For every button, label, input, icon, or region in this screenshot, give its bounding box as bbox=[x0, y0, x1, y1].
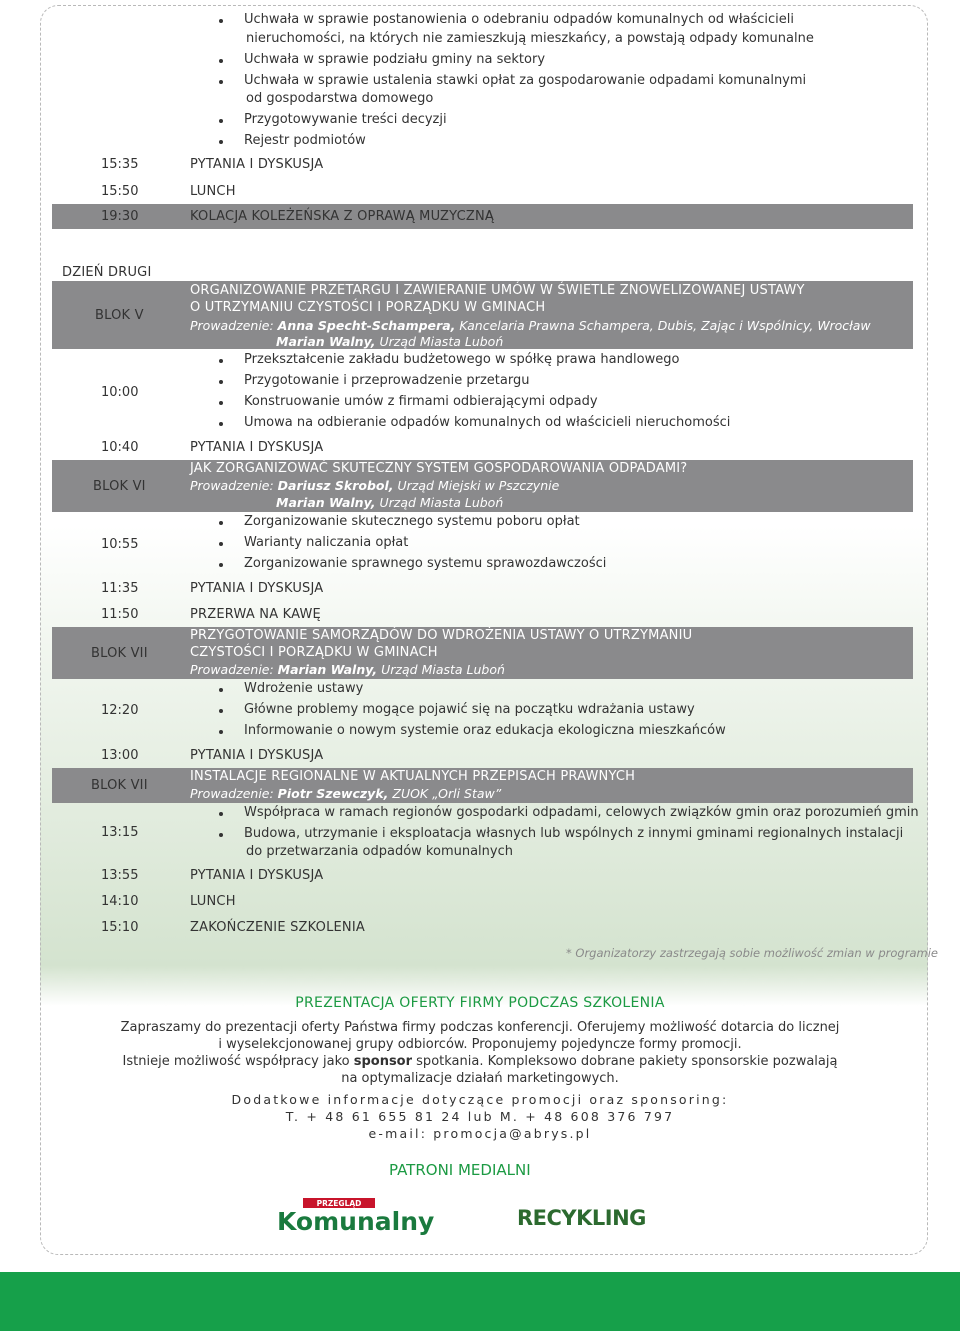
block-header-bar bbox=[52, 768, 913, 803]
patrons-title: PATRONI MEDIALNI bbox=[389, 1161, 531, 1179]
session-title: PYTANIA I DYSKUSJA bbox=[190, 868, 324, 883]
block-title: ORGANIZOWANIE PRZETARGU I ZAWIERANIE UMÓW W ŚWIETLE ZNOWELIZOWANEJ USTAWY bbox=[190, 283, 805, 298]
bullet-dot bbox=[219, 521, 223, 525]
block-label: BLOK VI bbox=[93, 479, 146, 494]
offer-text-bold: sponsor bbox=[353, 1054, 413, 1069]
time-label: 19:30 bbox=[101, 209, 139, 224]
time-label: 15:50 bbox=[101, 184, 139, 199]
program-note: * Organizatorzy zastrzegają sobie możliwość zmian w programie bbox=[566, 946, 938, 960]
block-title: CZYSTOŚCI I PORZĄDKU W GMINACH bbox=[190, 645, 438, 660]
time-label: 11:35 bbox=[101, 581, 139, 596]
komunalny-logo bbox=[275, 1197, 435, 1239]
block-lead bbox=[190, 662, 505, 677]
time-label: 14:10 bbox=[101, 894, 139, 909]
block-bullet: Zorganizowanie sprawnego systemu sprawozdawczości bbox=[244, 556, 607, 571]
block-label: BLOK VII bbox=[91, 646, 148, 661]
contact-info: Dodatkowe informacje dotyczące promocji oraz sponsoring: bbox=[231, 1092, 729, 1107]
top-bullet-4: Przygotowywanie treści decyzji bbox=[244, 112, 447, 127]
block-bullet: Zorganizowanie skutecznego systemu poboru opłat bbox=[244, 514, 580, 529]
contact-email[interactable]: e-mail: promocja@abrys.pl bbox=[368, 1126, 592, 1141]
offer-text bbox=[0, 1053, 960, 1071]
offer-title: PREZENTACJA OFERTY FIRMY PODCZAS SZKOLENIA bbox=[295, 995, 665, 1011]
block-bullet-cont: do przetwarzania odpadów komunalnych bbox=[246, 844, 513, 859]
bullet-dot bbox=[219, 380, 223, 384]
bullet-dot bbox=[219, 59, 223, 63]
top-bullet-2: Uchwała w sprawie podziału gminy na sektory bbox=[244, 52, 546, 67]
block-bullet: Umowa na odbieranie odpadów komunalnych od właścicieli nieruchomości bbox=[244, 415, 731, 430]
session-title: PRZERWA NA KAWĘ bbox=[190, 607, 321, 622]
lead-prefix: Prowadzenie: bbox=[190, 318, 278, 333]
block-title: INSTALACJE REGIONALNE W AKTUALNYCH PRZEPISACH PRAWNYCH bbox=[190, 769, 636, 784]
block-lead bbox=[190, 786, 501, 801]
bullet-dot bbox=[219, 833, 223, 837]
lead-prefix: Prowadzenie: bbox=[190, 786, 278, 801]
lead-prefix: Prowadzenie: bbox=[190, 478, 278, 493]
session-title: LUNCH bbox=[190, 184, 236, 199]
bullet-dot bbox=[219, 359, 223, 363]
offer-text: na optymalizacje działań marketingowych. bbox=[341, 1071, 619, 1086]
logo-text: RECYKLING bbox=[517, 1206, 646, 1230]
bullet-dot bbox=[219, 19, 223, 23]
block-lead bbox=[276, 334, 503, 349]
block-bullet: Budowa, utrzymanie i eksploatacja własnych lub wspólnych z innymi gminami regionalnych instalacji bbox=[244, 826, 904, 841]
session-title: ZAKOŃCZENIE SZKOLENIA bbox=[190, 920, 365, 935]
time-label: 15:35 bbox=[101, 157, 139, 172]
block-header-bar bbox=[52, 281, 913, 349]
bullet-dot bbox=[219, 80, 223, 84]
block-bullet: Informowanie o nowym systemie oraz edukacja ekologiczna mieszkańców bbox=[244, 723, 726, 738]
bullet-dot bbox=[219, 542, 223, 546]
block-lead bbox=[276, 495, 503, 510]
block-header-bar bbox=[52, 627, 913, 679]
top-bullet-1b: nieruchomości, na których nie zamieszkują mieszkańcy, a powstają odpady komunalne bbox=[246, 31, 814, 46]
logo-small-text: PRZEGLĄD bbox=[316, 1199, 362, 1208]
bullet-dot bbox=[219, 140, 223, 144]
time-label: 10:40 bbox=[101, 440, 139, 455]
block-lead bbox=[190, 318, 871, 333]
lead-prefix: Prowadzenie: bbox=[190, 662, 278, 677]
bullet-dot bbox=[219, 119, 223, 123]
offer-text: i wyselekcjonowanej grupy odbiorców. Proponujemy pojedyncze formy promocji. bbox=[218, 1037, 742, 1052]
block-bullet: Konstruowanie umów z firmami odbierającymi odpady bbox=[244, 394, 598, 409]
lead-name: Piotr Szewczyk, bbox=[277, 786, 389, 801]
lead-name: Dariusz Skrobol, bbox=[277, 478, 394, 493]
time-label: 15:10 bbox=[101, 920, 139, 935]
block-bullet: Przygotowanie i przeprowadzenie przetargu bbox=[244, 373, 530, 388]
lead-affiliation: ZUOK „Orli Staw” bbox=[388, 786, 502, 801]
bullet-dot bbox=[219, 812, 223, 816]
lead-affiliation: Urząd Miasta Luboń bbox=[375, 495, 504, 510]
session-title: KOLACJA KOLEŻEŃSKA Z OPRAWĄ MUZYCZNĄ bbox=[190, 209, 494, 224]
block-title: O UTRZYMANIU CZYSTOŚCI I PORZĄDKU W GMINACH bbox=[190, 300, 546, 315]
time-label: 13:00 bbox=[101, 748, 139, 763]
top-bullet-5: Rejestr podmiotów bbox=[244, 133, 366, 148]
session-title: LUNCH bbox=[190, 894, 236, 909]
bullet-dot bbox=[219, 730, 223, 734]
session-title: PYTANIA I DYSKUSJA bbox=[190, 440, 324, 455]
lead-name: Marian Walny, bbox=[276, 334, 376, 349]
lead-name: Marian Walny, bbox=[277, 662, 378, 677]
top-bullet-1a: Uchwała w sprawie postanowienia o odebraniu odpadów komunalnych od właścicieli bbox=[244, 12, 794, 27]
bullet-dot bbox=[219, 688, 223, 692]
recykling-logo bbox=[515, 1197, 645, 1237]
lead-name: Anna Specht-Schampera, bbox=[277, 318, 456, 333]
block-title: JAK ZORGANIZOWAĆ SKUTECZNY SYSTEM GOSPODAROWANIA ODPADAMI? bbox=[190, 461, 688, 476]
bullet-dot bbox=[219, 422, 223, 426]
time-label: 12:20 bbox=[101, 703, 139, 718]
top-bullet-3b: od gospodarstwa domowego bbox=[246, 91, 434, 106]
block-header-bar bbox=[52, 460, 913, 512]
block-lead bbox=[190, 478, 559, 493]
block-bullet: Główne problemy mogące pojawić się na początku wdrażania ustawy bbox=[244, 702, 695, 717]
time-label: 11:50 bbox=[101, 607, 139, 622]
lead-name: Marian Walny, bbox=[276, 495, 376, 510]
day-heading: DZIEŃ DRUGI bbox=[62, 265, 152, 280]
block-title: PRZYGOTOWANIE SAMORZĄDÓW DO WDROŻENIA USTAWY O UTRZYMANIU bbox=[190, 628, 693, 643]
block-bullet: Wdrożenie ustawy bbox=[244, 681, 364, 696]
bullet-dot bbox=[219, 709, 223, 713]
lead-affiliation: Urząd Miasta Luboń bbox=[377, 662, 505, 677]
time-label: 13:55 bbox=[101, 868, 139, 883]
block-bullet: Współpraca w ramach regionów gospodarki odpadami, celowych związków gmin oraz porozumień gmin bbox=[244, 805, 919, 820]
offer-text-part: spotkania. Kompleksowo dobrane pakiety sponsorskie pozwalają bbox=[412, 1054, 838, 1069]
block-label: BLOK VII bbox=[91, 778, 148, 793]
block-bullet: Przekształcenie zakładu budżetowego w spółkę prawa handlowego bbox=[244, 352, 680, 367]
time-label: 10:55 bbox=[101, 537, 139, 552]
top-bullet-3a: Uchwała w sprawie ustalenia stawki opłat za gospodarowanie odpadami komunalnymi bbox=[244, 73, 807, 88]
offer-text-part: Istnieje możliwość współpracy jako bbox=[122, 1054, 354, 1069]
block-label: BLOK V bbox=[95, 308, 144, 323]
time-label: 10:00 bbox=[101, 385, 139, 400]
contact-phone: T. + 48 61 655 81 24 lub M. + 48 608 376 797 bbox=[285, 1109, 675, 1124]
session-title: PYTANIA I DYSKUSJA bbox=[190, 748, 324, 763]
block-bullet: Warianty naliczania opłat bbox=[244, 535, 409, 550]
offer-text: Zapraszamy do prezentacji oferty Państwa firmy podczas konferencji. Oferujemy możliwość dotarcia do licznej bbox=[120, 1020, 840, 1035]
logo-big-text: Komunalny bbox=[277, 1207, 435, 1236]
session-title: PYTANIA I DYSKUSJA bbox=[190, 581, 324, 596]
bullet-dot bbox=[219, 401, 223, 405]
bullet-dot bbox=[219, 563, 223, 567]
lead-affiliation: Urząd Miejski w Pszczynie bbox=[393, 478, 560, 493]
lead-affiliation: Urząd Miasta Luboń bbox=[375, 334, 504, 349]
session-title: PYTANIA I DYSKUSJA bbox=[190, 157, 324, 172]
time-label: 13:15 bbox=[101, 825, 139, 840]
bottom-accent-bar bbox=[0, 1272, 960, 1331]
lead-affiliation: Kancelaria Prawna Schampera, Dubis, Zając i Wspólnicy, Wrocław bbox=[455, 318, 871, 333]
